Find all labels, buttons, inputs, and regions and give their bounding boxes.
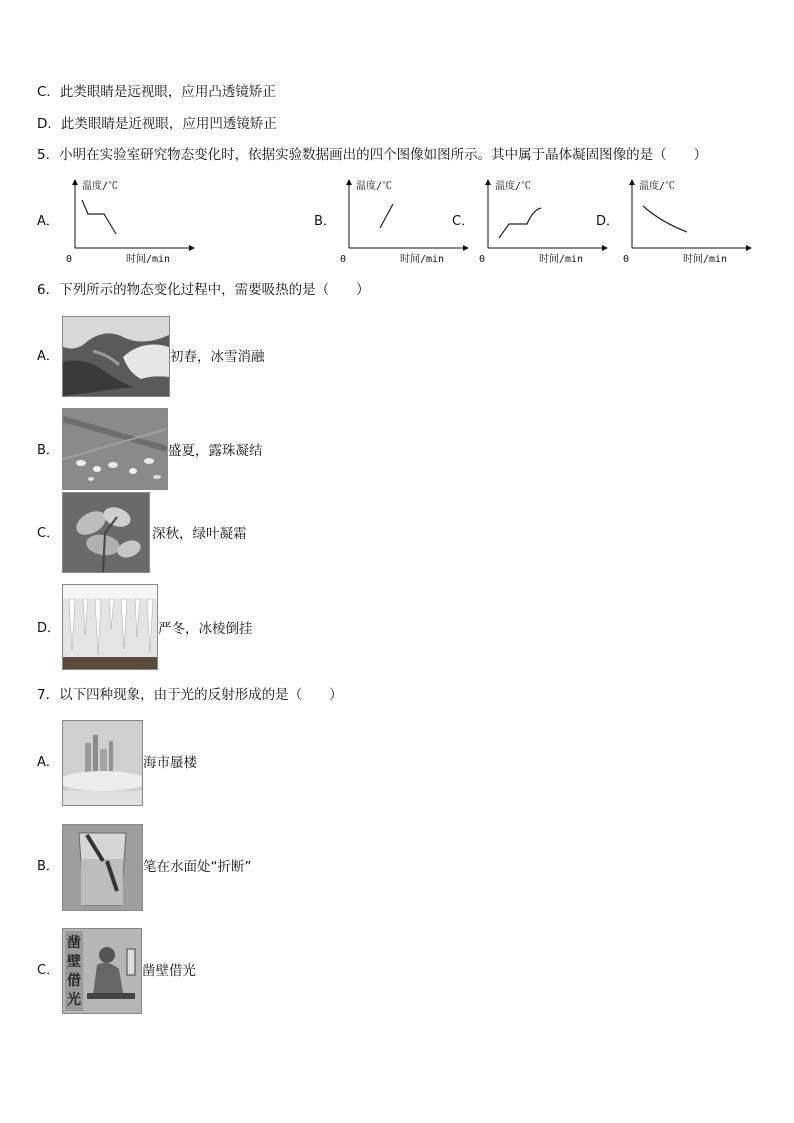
q5-d-origin: 0 bbox=[623, 254, 630, 265]
q6-option-a-label: A． bbox=[37, 349, 59, 364]
q5-d-ylabel: 温度/℃ bbox=[639, 181, 676, 192]
q7-photo-chisel-wall-light bbox=[62, 928, 142, 1014]
q5-d-curve bbox=[643, 206, 687, 232]
q7-option-b-caption: 笔在水面处“折断” bbox=[143, 859, 252, 875]
q6-photo-ice-melting bbox=[62, 316, 170, 397]
q5-graph-a bbox=[64, 176, 204, 266]
q5-a-curve bbox=[82, 200, 116, 234]
q7-c-seal-char-2: 壁 bbox=[67, 954, 81, 970]
q5-graph-d bbox=[621, 176, 761, 266]
q5-d-xlabel: 时间/min bbox=[683, 254, 728, 265]
question-6-text: 6．下列所示的物态变化过程中，需要吸热的是（ ） bbox=[37, 282, 370, 298]
q6-option-d-caption: 严冬，冰棱倒挂 bbox=[158, 621, 253, 637]
q5-c-xlabel: 时间/min bbox=[539, 254, 584, 265]
q6-option-a-caption: 初春，冰雪消融 bbox=[170, 349, 265, 365]
q7-option-a-label: A． bbox=[37, 755, 59, 770]
q6-photo-frost-leaves bbox=[62, 492, 150, 573]
q7-photo-mirage bbox=[62, 720, 143, 806]
q5-a-xlabel: 时间/min bbox=[126, 254, 171, 265]
option-d-previous: D．此类眼睛是近视眼，应用凹透镜矫正 bbox=[37, 116, 277, 132]
q5-c-ylabel: 温度/℃ bbox=[495, 181, 532, 192]
q5-c-origin: 0 bbox=[479, 254, 486, 265]
q6-photo-icicles bbox=[62, 584, 158, 670]
q5-a-origin: 0 bbox=[66, 254, 73, 265]
question-5-text: 5．小明在实验室研究物态变化时，依据实验数据画出的四个图像如图所示。其中属于晶体凝固图像的是（ ） bbox=[37, 147, 708, 163]
q5-a-ylabel: 温度/℃ bbox=[82, 181, 119, 192]
q5-option-d-label: D． bbox=[596, 214, 620, 229]
q6-option-b-label: B． bbox=[37, 443, 59, 458]
q5-b-origin: 0 bbox=[340, 254, 347, 265]
q6-option-c-label: C． bbox=[37, 526, 60, 541]
q7-option-a-caption: 海市蜃楼 bbox=[143, 755, 197, 771]
q6-option-d-label: D． bbox=[37, 621, 61, 636]
q6-photo-dew-drops bbox=[62, 408, 168, 490]
q5-b-xlabel: 时间/min bbox=[400, 254, 445, 265]
q7-option-c-caption: 凿壁借光 bbox=[142, 963, 196, 979]
q7-option-c-label: C． bbox=[37, 963, 60, 978]
q7-c-seal-char-3: 借 bbox=[67, 973, 81, 989]
q7-c-seal-char-4: 光 bbox=[67, 992, 81, 1008]
q5-option-b-label: B． bbox=[314, 214, 336, 229]
option-c-previous: C．此类眼睛是远视眼，应用凸透镜矫正 bbox=[37, 84, 276, 100]
q6-option-c-caption: 深秋，绿叶凝霜 bbox=[152, 526, 247, 542]
q5-option-a-label: A． bbox=[37, 214, 59, 229]
q7-c-seal-char-1: 凿 bbox=[67, 935, 81, 951]
q5-b-curve bbox=[380, 204, 393, 228]
q5-option-c-label: C． bbox=[452, 214, 475, 229]
question-7-text: 7．以下四种现象，由于光的反射形成的是（ ） bbox=[37, 687, 343, 703]
q5-b-ylabel: 温度/℃ bbox=[356, 181, 393, 192]
q5-c-curve bbox=[499, 208, 541, 238]
q6-option-b-caption: 盛夏，露珠凝结 bbox=[168, 443, 263, 459]
q7-photo-pen-in-water bbox=[62, 824, 143, 911]
q7-option-b-label: B． bbox=[37, 859, 59, 874]
